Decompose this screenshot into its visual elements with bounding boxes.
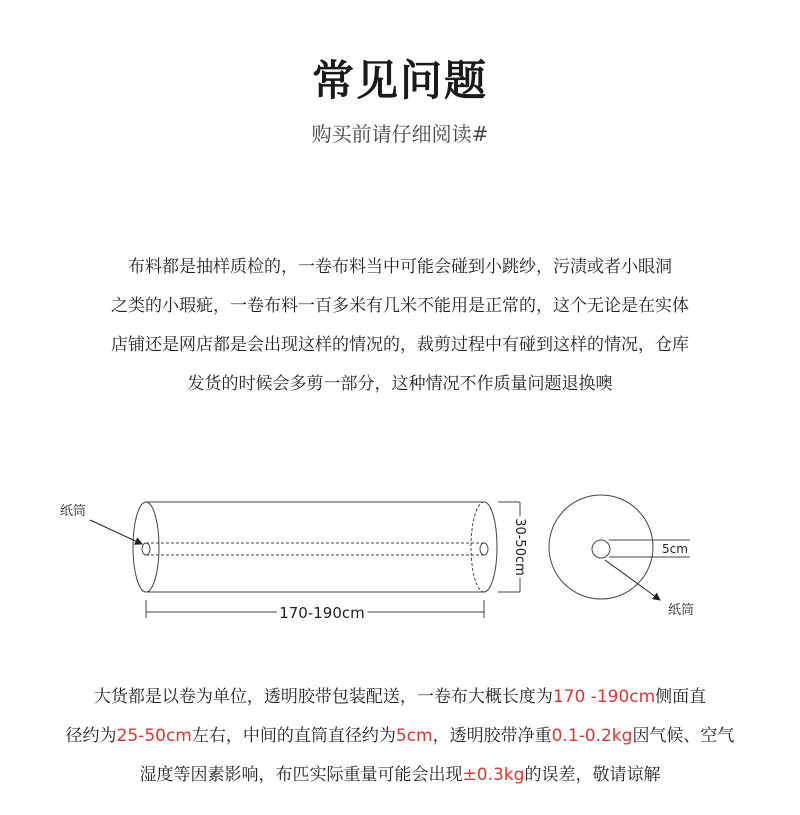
- quality-notice: [44, 248, 756, 404]
- tube-arrow-right: [605, 560, 660, 600]
- text-run: 因气候、空气: [632, 726, 735, 746]
- text-run: 径约为: [65, 726, 117, 746]
- text-run: ，透明胶带净重: [432, 726, 552, 746]
- text-run: 大货都是以卷为单位，透明胶带包装配送，一卷布大概长度为: [93, 687, 553, 707]
- tube-label-left: 纸筒: [60, 504, 87, 519]
- text-run: 左右，中间的直筒直径约为: [191, 726, 396, 746]
- shipping-notice: [44, 678, 756, 795]
- length-highlight: 170 -190cm: [552, 687, 656, 707]
- shipping-line: [44, 717, 756, 756]
- diameter-label: 30-50cm: [512, 518, 527, 576]
- tube-label-right: 纸筒: [668, 603, 695, 618]
- text-run: 侧面直: [655, 687, 707, 707]
- notice-line: 之类的小瑕疵，一卷布料一百多米有几米不能用是正常的，这个无论是在实体: [111, 296, 689, 316]
- weight-highlight: 0.1-0.2kg: [551, 726, 633, 746]
- roll-side-view: [133, 502, 497, 592]
- text-run: 的误差，敬请谅解: [524, 765, 661, 785]
- diameter-highlight: 25-50cm: [116, 726, 192, 746]
- notice-line: 店铺还是网店都是会出现这样的情况的，裁剪过程中有碰到这样的情况，仓库: [111, 335, 689, 355]
- core-diameter-label: 5cm: [662, 542, 688, 556]
- notice-line: 发货的时候会多剪一部分，这种情况不作质量问题退换噢: [187, 374, 613, 394]
- page-subtitle: 购买前请仔细阅读#: [311, 122, 489, 146]
- text-run: 湿度等因素影响，布匹实际重量可能会出现: [139, 765, 463, 785]
- shipping-line: [44, 678, 756, 717]
- shipping-line: [44, 756, 756, 795]
- core-highlight: 5cm: [395, 726, 433, 746]
- notice-line: 布料都是抽样质检的，一卷布料当中可能会碰到小跳纱，污渍或者小眼洞: [128, 257, 672, 277]
- fabric-roll-diagram: [0, 490, 800, 630]
- length-label: 170-190cm: [279, 604, 365, 622]
- page-title: 常见问题: [311, 56, 488, 105]
- error-highlight: ±0.3kg: [462, 765, 525, 785]
